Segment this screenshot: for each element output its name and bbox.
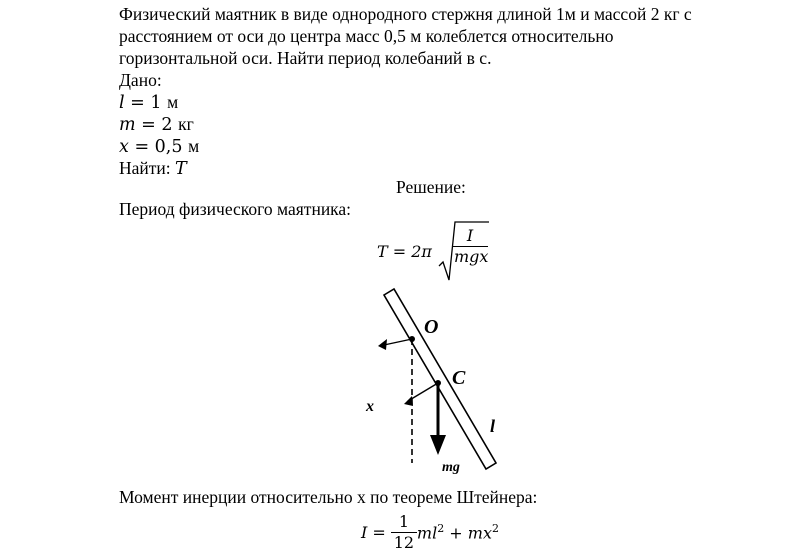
given-title: Дано: [119,70,162,90]
inertia-formula-exp2: 2 [491,522,499,536]
given-distance-eq: = 0,5 [128,137,189,157]
given-distance-symbol: x [119,137,129,157]
axis-point [409,336,415,342]
problem-line-1: Физический маятник в виде однородного стержня длиной 1м и массой 2 кг с [119,4,692,24]
inertia-formula-term2: + mx [444,523,492,543]
inertia-formula-numerator: 1 [391,512,417,533]
inertia-formula-term1: ml [416,523,438,543]
label-o: O [424,316,439,338]
given-length-eq: = 1 [124,93,168,113]
gravity-vector-head [430,435,446,455]
given-distance-unit: м [188,136,200,156]
problem-line-2: расстоянием от оси до центра масс 0,5 м колеблется относительно [119,26,614,46]
period-formula-numerator: I [452,226,488,247]
find-label: Найти: [119,158,176,178]
given-distance [119,136,199,158]
given-mass-unit: кг [178,114,194,134]
inertia-formula [361,512,499,553]
given-mass-eq: = 2 [135,115,179,135]
given-length-unit: м [167,92,179,112]
given-length-symbol: l [119,93,125,113]
period-formula-lhs: T = 2π [377,242,432,261]
inertia-formula-lhs: I = [361,523,386,542]
find-line [119,158,187,180]
label-mg: mg [442,460,460,475]
upper-arrowhead [378,339,387,350]
given-mass [119,114,194,136]
solution-title: Решение: [396,177,466,197]
period-formula-fraction [452,226,488,267]
period-text: Период физического маятника: [119,199,352,219]
period-formula-denominator: mgx [454,247,489,266]
inertia-formula-exp1: 2 [437,522,445,536]
upper-perpendicular [384,339,412,345]
steiner-text: Момент инерции относительно x по теореме Штейнера: [119,487,538,507]
problem-line-3: горизонтальной оси. Найти период колебаний в с. [119,48,492,68]
label-x: x [366,398,374,415]
given-length [119,92,178,114]
lower-arrowhead [404,396,413,406]
pendulum-diagram [350,283,510,478]
given-mass-symbol: m [119,115,136,135]
label-c: C [452,367,466,389]
find-symbol: T [175,159,187,179]
inertia-formula-denominator: 12 [393,533,415,552]
label-l: l [490,416,496,436]
